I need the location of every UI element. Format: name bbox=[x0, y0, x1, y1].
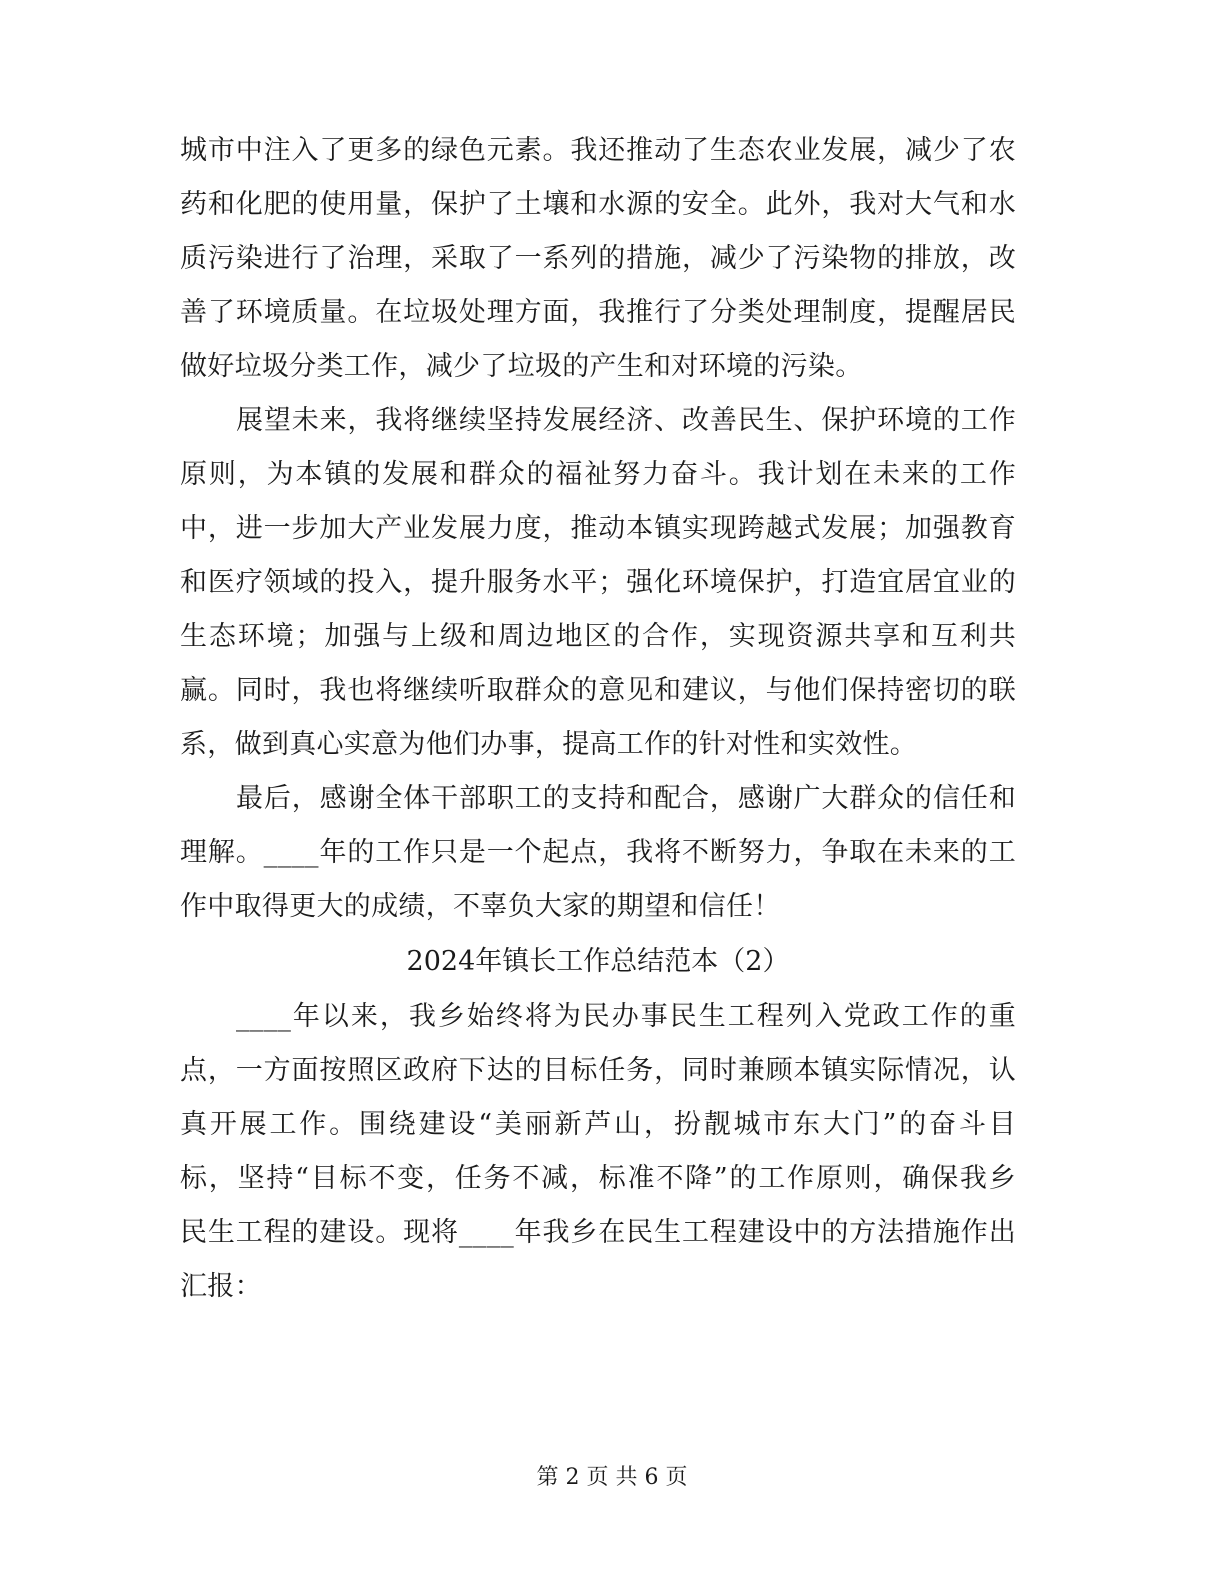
text-line: 汇报： bbox=[180, 1271, 262, 1302]
text-line: 真开展工作。围绕建设“美丽新芦山，扮靓城市东大门”的奋斗目 bbox=[180, 1109, 1016, 1140]
text-line: 中，进一步加大产业发展力度，推动本镇实现跨越式发展；加强教育 bbox=[180, 513, 1016, 544]
text-line: 点，一方面按照区政府下达的目标任务，同时兼顾本镇实际情况，认 bbox=[180, 1055, 1016, 1086]
paragraph-thanks bbox=[180, 772, 1016, 934]
text-line: 理解。____年的工作只是一个起点，我将不断努力，争取在未来的工 bbox=[180, 837, 1016, 868]
text-line: 赢。同时，我也将继续听取群众的意见和建议，与他们保持密切的联 bbox=[180, 675, 1016, 706]
text-line: 生态环境；加强与上级和周边地区的合作，实现资源共享和互利共 bbox=[180, 621, 1016, 652]
paragraph-section-intro bbox=[180, 990, 1016, 1314]
text-line: 做好垃圾分类工作，减少了垃圾的产生和对环境的污染。 bbox=[180, 351, 863, 382]
text-line: 城市中注入了更多的绿色元素。我还推动了生态农业发展，减少了农 bbox=[180, 135, 1016, 166]
text-line: 系，做到真心实意为他们办事，提高工作的针对性和实效性。 bbox=[180, 729, 918, 760]
text-line: 善了环境质量。在垃圾处理方面，我推行了分类处理制度，提醒居民 bbox=[180, 297, 1016, 328]
paragraph-environment bbox=[180, 124, 1016, 394]
text-line: 和医疗领域的投入，提升服务水平；强化环境保护，打造宜居宜业的 bbox=[180, 567, 1016, 598]
text-line: 质污染进行了治理，采取了一系列的措施，减少了污染物的排放，改 bbox=[180, 243, 1016, 274]
page-footer: 第 2 页 共 6 页 bbox=[536, 1465, 688, 1490]
text-line: 药和化肥的使用量，保护了土壤和水源的安全。此外，我对大气和水 bbox=[180, 189, 1016, 220]
text-line: 民生工程的建设。现将____年我乡在民生工程建设中的方法措施作出 bbox=[180, 1217, 1016, 1248]
text-line: 展望未来，我将继续坚持发展经济、改善民生、保护环境的工作 bbox=[236, 405, 1016, 436]
section-title: 2024年镇长工作总结范本（2） bbox=[406, 946, 790, 977]
text-line: 作中取得更大的成绩，不辜负大家的期望和信任！ bbox=[180, 891, 781, 922]
text-line: ____年以来，我乡始终将为民办事民生工程列入党政工作的重 bbox=[236, 1001, 1016, 1032]
paragraph-outlook bbox=[180, 394, 1016, 772]
text-line: 最后，感谢全体干部职工的支持和配合，感谢广大群众的信任和 bbox=[236, 783, 1016, 814]
document-page bbox=[180, 124, 1016, 1314]
text-line: 标，坚持“目标不变，任务不减，标准不降”的工作原则，确保我乡 bbox=[180, 1163, 1016, 1194]
text-line: 原则，为本镇的发展和群众的福祉努力奋斗。我计划在未来的工作 bbox=[180, 459, 1016, 490]
